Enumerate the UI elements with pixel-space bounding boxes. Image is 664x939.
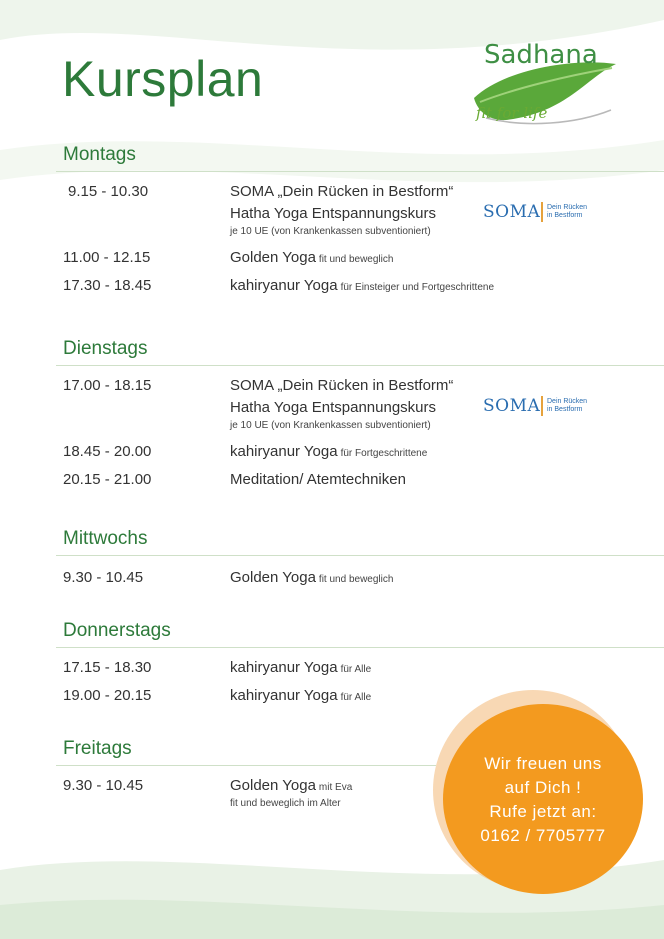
course-entry xyxy=(230,443,427,460)
soma-logo-name: SOMA xyxy=(483,202,541,222)
course-info: je 10 UE (von Krankenkassen subventioniert) xyxy=(230,226,431,237)
day-heading: Dienstags xyxy=(63,338,148,359)
spine-icon xyxy=(541,202,543,222)
course-entry xyxy=(230,687,371,704)
course-note: mit Eva xyxy=(318,782,353,793)
section-freitags xyxy=(63,738,132,760)
course-name: SOMA „Dein Rücken in Bestform“ xyxy=(230,377,454,394)
course-note: für Fortgeschrittene xyxy=(340,448,428,459)
callout-line: Wir freuen uns xyxy=(484,754,602,773)
course-note: für Einsteiger und Fortgeschrittene xyxy=(340,282,495,293)
day-heading: Montags xyxy=(63,144,136,165)
course-subtitle: Hatha Yoga Entspannungskurs xyxy=(230,399,436,416)
day-heading: Donnerstags xyxy=(63,620,171,641)
course-time: 17.00 - 18.15 xyxy=(63,377,152,394)
list-item xyxy=(63,249,583,269)
course-note: für Alle xyxy=(340,664,372,675)
course-subtitle: Hatha Yoga Entspannungskurs xyxy=(230,205,436,222)
list-item xyxy=(63,569,583,589)
section-mittwochs xyxy=(63,528,147,550)
course-entry xyxy=(230,777,352,794)
course-time: 19.00 - 20.15 xyxy=(63,687,152,704)
course-name: kahiryanur Yoga xyxy=(230,443,338,460)
soma-logo xyxy=(483,200,593,226)
callout-line: Rufe jetzt an: xyxy=(489,802,597,821)
course-time: 17.30 - 18.45 xyxy=(63,277,152,294)
list-item xyxy=(63,659,583,679)
logo-name: Sadhana xyxy=(484,40,598,70)
callout-text xyxy=(443,752,643,848)
divider xyxy=(56,555,664,556)
course-note: fit und beweglich xyxy=(318,574,394,585)
course-name: kahiryanur Yoga xyxy=(230,659,338,676)
logo-tagline: fit for life xyxy=(476,104,548,122)
list-item xyxy=(63,777,433,817)
callout-line: auf Dich ! xyxy=(504,778,582,797)
course-info: je 10 UE (von Krankenkassen subventioniert) xyxy=(230,420,431,431)
course-entry xyxy=(230,659,371,676)
course-entry xyxy=(230,569,393,586)
course-name: Golden Yoga xyxy=(230,569,316,586)
soma-logo-sub: Dein Rücken in Bestform xyxy=(547,398,588,413)
soma-logo-sub: Dein Rücken in Bestform xyxy=(547,204,588,219)
course-time: 9.30 - 10.45 xyxy=(63,569,144,586)
list-item xyxy=(63,443,583,463)
day-heading: Freitags xyxy=(63,738,132,759)
sadhana-logo xyxy=(466,38,626,128)
list-item xyxy=(63,471,583,491)
course-time: 17.15 - 18.30 xyxy=(63,659,152,676)
course-time: 11.00 - 12.15 xyxy=(63,249,151,266)
course-entry xyxy=(230,277,494,294)
course-name: kahiryanur Yoga xyxy=(230,687,338,704)
course-info: fit und beweglich im Alter xyxy=(230,798,341,809)
course-note: für Alle xyxy=(340,692,372,703)
soma-logo-name: SOMA xyxy=(483,396,541,416)
section-montags xyxy=(63,144,136,166)
divider xyxy=(56,765,436,766)
divider xyxy=(56,365,664,366)
page-title: Kursplan xyxy=(62,51,264,107)
course-time: 9.30 - 10.45 xyxy=(63,777,144,794)
divider xyxy=(56,171,664,172)
course-note: fit und beweglich xyxy=(318,254,394,265)
section-donnerstags xyxy=(63,620,171,642)
course-name: Meditation/ Atemtechniken xyxy=(230,471,406,488)
course-time: 18.45 - 20.00 xyxy=(63,443,152,460)
course-name: Golden Yoga xyxy=(230,249,316,266)
section-dienstags xyxy=(63,338,148,360)
day-heading: Mittwochs xyxy=(63,528,148,549)
course-name: SOMA „Dein Rücken in Bestform“ xyxy=(230,183,454,200)
course-time: 20.15 - 21.00 xyxy=(63,471,152,488)
divider xyxy=(56,647,664,648)
spine-icon xyxy=(541,396,543,416)
course-name: Golden Yoga xyxy=(230,777,316,794)
course-name: kahiryanur Yoga xyxy=(230,277,338,294)
list-item xyxy=(63,277,623,297)
callout-phone: 0162 / 7705777 xyxy=(480,826,606,845)
course-time: 9.15 - 10.30 xyxy=(68,183,149,200)
course-entry xyxy=(230,249,393,266)
soma-logo xyxy=(483,394,593,420)
